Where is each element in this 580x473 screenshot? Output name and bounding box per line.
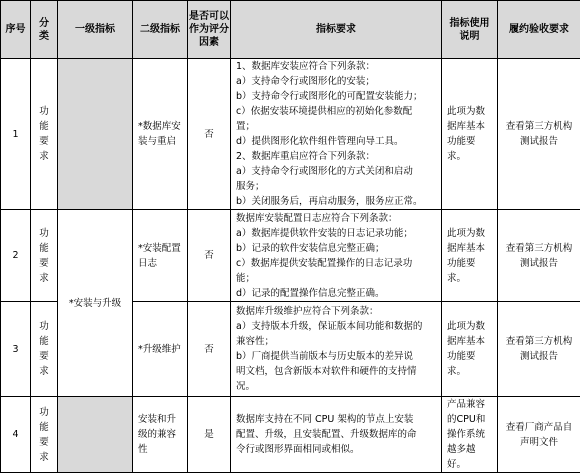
- row-requirements: [231, 302, 442, 397]
- row-number: 3: [1, 302, 31, 397]
- row-requirements: [231, 397, 442, 473]
- row-level2: *数据库安装与重启: [133, 59, 188, 210]
- table-row: [1, 397, 580, 473]
- requirement-line: b）支持命令行或图形化的可配置安装能力；: [236, 89, 437, 104]
- row-category: 功能要求: [31, 210, 58, 302]
- requirement-line: d）提供图形化软件组件管理向导工具。: [236, 134, 437, 149]
- level1-empty-cell: [58, 59, 133, 210]
- requirement-line: b）厂商提供当前版本与历史版本的差异说: [236, 349, 437, 364]
- row-usage: 产品兼容的CPU和操作系统越多越好。: [442, 397, 498, 473]
- requirement-line: 数据库安装配置日志应符合下列条款：: [236, 211, 437, 226]
- requirement-line: c）依据安装环境提供相应的初始化参数配: [236, 104, 437, 119]
- requirement-line: 兼容性；: [236, 334, 437, 349]
- row-category: 功能要求: [31, 302, 58, 397]
- requirement-line: b）记录的软件安装信息完整正确；: [236, 241, 437, 256]
- header-scoring: 是否可以作为评分因素: [188, 1, 231, 59]
- header-requirements: 指标要求: [231, 1, 442, 59]
- row-number: 4: [1, 397, 31, 473]
- requirement-line: 置；: [236, 119, 437, 134]
- requirement-line: 数据库支持在不同 CPU 架构的节点上安装: [236, 412, 437, 427]
- row-scoring: 否: [188, 210, 231, 302]
- requirement-line: 能；: [236, 271, 437, 286]
- header-no: 序号: [1, 1, 31, 59]
- header-level1: 一级指标: [58, 1, 133, 59]
- row-usage: 此项为数据库基本功能要求。: [442, 210, 498, 302]
- requirement-line: a）支持命令行或图形化的安装；: [236, 74, 437, 89]
- header-category: 分类: [31, 1, 58, 59]
- requirement-line: a）支持命令行或图形化的方式关闭和启动: [236, 164, 437, 179]
- row-scoring: 否: [188, 59, 231, 210]
- row-usage: 此项为数据库基本功能要求。: [442, 302, 498, 397]
- row-requirements: [231, 210, 442, 302]
- row-level2: *安装配置日志: [133, 210, 188, 302]
- row-acceptance: 查看第三方机构测试报告: [498, 59, 580, 210]
- requirement-line: 服务；: [236, 179, 437, 194]
- requirement-line: d）记录的配置操作信息完整正确。: [236, 286, 437, 301]
- row-number: 1: [1, 59, 31, 210]
- row-scoring: 否: [188, 302, 231, 397]
- header-level2: 二级指标: [133, 1, 188, 59]
- row-usage: 此项为数据库基本功能要求。: [442, 59, 498, 210]
- row-category: 功能要求: [31, 397, 58, 473]
- row-requirements: [231, 59, 442, 210]
- requirement-line: b）关闭服务后，再启动服务，服务应正常。: [236, 194, 437, 209]
- header-usage: 指标使用说明: [442, 1, 498, 59]
- row-acceptance: 查看厂商产品自声明文件: [498, 397, 580, 473]
- table-row: [1, 210, 580, 302]
- header-acceptance: 履约验收要求: [498, 1, 580, 59]
- row-category: 功能要求: [31, 59, 58, 210]
- row-scoring: 是: [188, 397, 231, 473]
- requirement-line: 况。: [236, 379, 437, 394]
- requirement-line: 2、数据库重启应符合下列条款：: [236, 149, 437, 164]
- requirement-line: 1、数据库安装应符合下列条款：: [236, 59, 437, 74]
- level1-empty-cell: [58, 397, 133, 473]
- row-level2: 安装和升级的兼容性: [133, 397, 188, 473]
- requirement-line: c）数据库提供安装配置操作的日志记录功: [236, 256, 437, 271]
- requirement-line: a）数据库提供软件安装的日志记录功能；: [236, 226, 437, 241]
- row-acceptance: 查看第三方机构测试报告: [498, 302, 580, 397]
- row-acceptance: 查看第三方机构测试报告: [498, 210, 580, 302]
- table-row: [1, 59, 580, 210]
- header-row: [1, 1, 580, 59]
- requirement-line: 数据库升级维护应符合下列条款：: [236, 304, 437, 319]
- requirement-line: 明文档，包含新版本对软件和硬件的支持情: [236, 364, 437, 379]
- requirement-line: a）支持版本升级，保证版本间功能和数据的: [236, 319, 437, 334]
- row-level2: *升级维护: [133, 302, 188, 397]
- row-level1: *安装与升级: [58, 210, 133, 397]
- row-number: 2: [1, 210, 31, 302]
- requirement-line: 配置、升级，且安装配置、升级数据库的命: [236, 427, 437, 442]
- requirement-line: 令行或图形界面相同或相似。: [236, 442, 437, 457]
